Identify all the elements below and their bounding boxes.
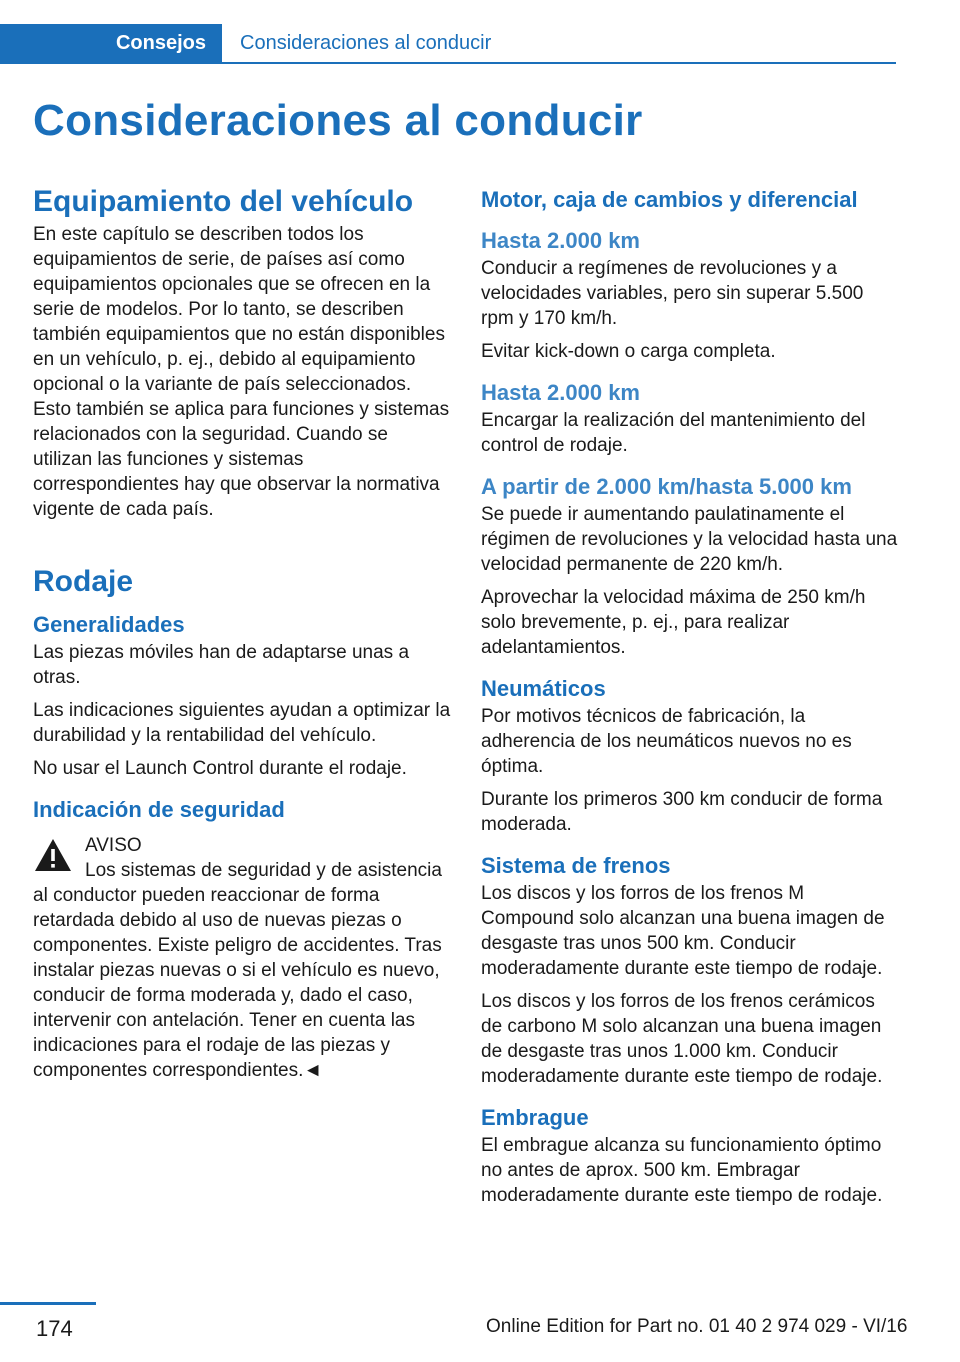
safety-heading: Indicación de seguridad <box>33 797 285 822</box>
general-heading: Generalidades <box>33 612 185 637</box>
clutch-heading: Embrague <box>481 1105 589 1130</box>
rodaje-heading: Rodaje <box>33 565 134 598</box>
general-paragraph: No usar el Launch Control durante el rodaje. <box>33 758 407 779</box>
paragraph: Encargar la realización del mantenimiento del control de rodaje. <box>481 410 866 456</box>
motor-heading: Motor, caja de cambios y diferencial <box>481 187 858 212</box>
warning-text: Los sistemas de seguridad y de asistencia al conductor pueden reaccionar de forma retardada debido al uso de nuevas piezas o componentes. Existe peligro de accidentes. Tras instalar piezas nuevas o si el vehículo es nuevo, conducir de forma moderada y, dado el caso, intervenir con antelación. Tener en cuenta las indicaciones para el rodaje de las piezas y componentes correspondientes.◄ <box>33 860 442 1081</box>
subheading-hasta-2000: Hasta 2.000 km <box>481 228 640 253</box>
paragraph: Se puede ir aumentando paulatinamente el régimen de revoluciones y la velocidad hasta una velocidad permanente de 220 km/h. <box>481 504 898 575</box>
footer-rule <box>0 1302 96 1305</box>
brakes-heading: Sistema de frenos <box>481 853 671 878</box>
paragraph: Durante los primeros 300 km conducir de forma moderada. <box>481 789 883 835</box>
paragraph: Los discos y los forros de los frenos M Compound solo alcanzan una buena imagen de desgaste tras unos 500 km. Conducir moderadamente durante este tiempo de rodaje. <box>481 883 885 979</box>
subheading-hasta-2000-b: Hasta 2.000 km <box>481 380 640 405</box>
paragraph: Evitar kick-down o carga completa. <box>481 341 776 362</box>
breadcrumb[interactable]: Consideraciones al conducir <box>240 32 492 54</box>
paragraph: Los discos y los forros de los frenos cerámicos de carbono M solo alcanzan una buena imagen de desgaste tras unos 1.000 km. Conducir moderadamente durante este tiempo de rodaje. <box>481 991 883 1087</box>
page-number: 174 <box>36 1316 73 1341</box>
warning-label: AVISO <box>85 835 142 856</box>
tires-heading: Neumáticos <box>481 676 606 701</box>
paragraph: Conducir a regímenes de revoluciones y a velocidades variables, pero sin superar 5.500 rpm y 170 km/h. <box>481 258 864 329</box>
page-header <box>0 24 896 64</box>
equipment-heading: Equipamiento del vehículo <box>33 185 414 218</box>
paragraph: El embrague alcanza su funcionamiento óptimo no antes de aprox. 500 km. Embragar moderadamente durante este tiempo de rodaje. <box>481 1135 883 1206</box>
subheading-2000-5000: A partir de 2.000 km/hasta 5.000 km <box>481 474 852 499</box>
section-tab[interactable]: Consejos <box>0 24 222 62</box>
left-column <box>33 182 451 1083</box>
general-paragraph: Las indicaciones siguientes ayudan a optimizar la durabilidad y la rentabilidad del vehículo. <box>33 700 451 746</box>
warning-triangle-icon <box>33 837 73 873</box>
page-title: Consideraciones al conducir <box>33 96 643 145</box>
general-paragraph: Las piezas móviles han de adaptarse unas a otras. <box>33 642 410 688</box>
paragraph: Aprovechar la velocidad máxima de 250 km/h solo brevemente, p. ej., para realizar adelantamientos. <box>481 587 866 658</box>
right-column <box>481 182 899 1208</box>
warning-block <box>33 833 451 858</box>
equipment-text: En este capítulo se describen todos los equipamientos de serie, de países así como equipamientos opcionales que se ofrecen en la serie de modelos. Por lo tanto, se describen también equipamientos que no están disponibles en un vehículo, p. ej., debido al equipamiento opcional o la variante de país seleccionados. Esto también se aplica para funciones y sistemas relacionados con la seguridad. Cuando se utilizan las funciones y sistemas correspondientes hay que observar la normativa vigente de cada país. <box>33 224 450 520</box>
paragraph: Por motivos técnicos de fabricación, la adherencia de los neumáticos nuevos no es óptima. <box>481 706 852 777</box>
edition-note: Online Edition for Part no. 01 40 2 974 029 - VI/16 <box>486 1316 908 1337</box>
